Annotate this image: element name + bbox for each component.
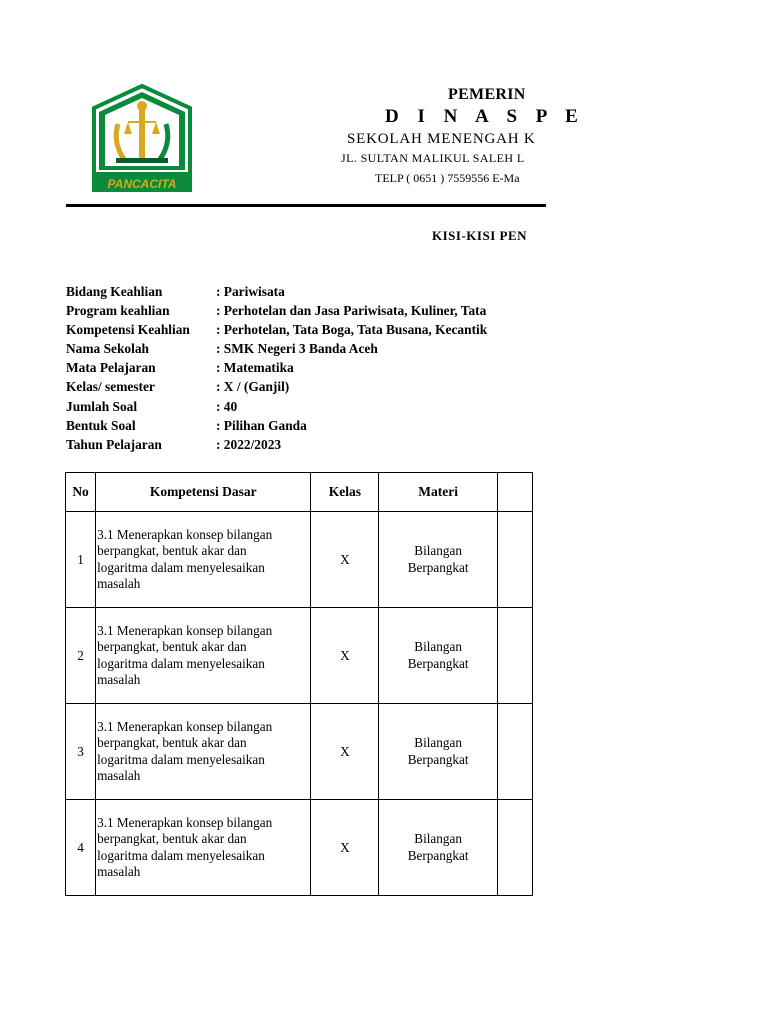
cell-materi [379,800,498,896]
kd-line: 3.1 Menerapkan konsep bilangan [97,622,273,638]
table-row [66,512,533,608]
cell-no: 4 [66,800,96,896]
info-label: Mata Pelajaran [66,360,156,376]
kd-line: 3.1 Menerapkan konsep bilangan [97,814,273,830]
column-header-kompetensi-dasar: Kompetensi Dasar [96,473,311,512]
materi-line: Bilangan [414,543,462,558]
document-title: KISI-KISI PEN [432,228,527,243]
info-label: Bentuk Soal [66,417,136,433]
materi-line: Bilangan [414,639,462,654]
cell-kompetensi-dasar [96,608,311,704]
materi-line: Berpangkat [407,559,469,575]
info-value: : SMK Negeri 3 Banda Aceh [216,341,378,357]
info-label: Program keahlian [66,303,170,319]
cell-kelas: X [311,704,379,800]
kd-line: berpangkat, bentuk akar dan [97,639,247,654]
cell-kompetensi-dasar [96,800,311,896]
materi-line: Berpangkat [407,655,469,671]
column-header-no: No [66,473,96,512]
cell-kompetensi-dasar [96,512,311,608]
info-value: : 2022/2023 [216,436,282,452]
info-value: : 40 [216,398,238,414]
kisi-kisi-table [65,472,533,896]
column-header-kelas: Kelas [311,473,379,512]
kd-line: masalah [97,768,141,783]
cell-kompetensi-dasar [96,704,311,800]
cell-kelas: X [311,608,379,704]
cell-extra [497,512,532,608]
info-label: Jumlah Soal [66,398,138,414]
cell-no: 2 [66,608,96,704]
materi-line: Bilangan [414,735,462,750]
cell-no: 3 [66,704,96,800]
cell-extra [497,704,532,800]
materi-line: Berpangkat [407,751,469,767]
info-label: Nama Sekolah [66,341,149,357]
header-divider [66,204,546,207]
kd-line: logaritma dalam menyelesaikan [97,655,265,671]
kd-line: masalah [97,576,141,591]
kd-line: berpangkat, bentuk akar dan [97,831,247,846]
cell-materi [379,512,498,608]
materi-line: Bilangan [414,831,462,846]
info-value: : Perhotelan dan Jasa Pariwisata, Kuliner, Tata [216,303,487,319]
table-row [66,704,533,800]
info-value: : Matematika [216,360,294,376]
cell-extra [497,608,532,704]
header-school: SEKOLAH MENENGAH K [347,131,536,147]
info-label: Tahun Pelajaran [66,436,162,452]
info-value: : Pariwisata [216,284,285,299]
header-address: JL. SULTAN MALIKUL SALEH L [341,151,525,165]
info-label: Kompetensi Keahlian [66,322,190,338]
logo-text: PANCACITA [107,177,177,191]
info-value: : Pilihan Ganda [216,417,307,433]
table-row [66,608,533,704]
table-row [66,800,533,896]
column-header-extra [497,473,532,512]
header-government: PEMERIN [448,86,526,103]
kd-line: 3.1 Menerapkan konsep bilangan [97,718,273,734]
kd-line: berpangkat, bentuk akar dan [97,735,247,750]
materi-line: Berpangkat [407,847,469,863]
cell-extra [497,800,532,896]
kd-line: logaritma dalam menyelesaikan [97,751,265,767]
kd-line: masalah [97,672,141,687]
kd-line: masalah [97,864,141,879]
kd-line: logaritma dalam menyelesaikan [97,847,265,863]
cell-kelas: X [311,512,379,608]
kd-line: logaritma dalam menyelesaikan [97,559,265,575]
header-contact: TELP ( 0651 ) 7559556 E-Ma [375,171,520,185]
info-value: : Perhotelan, Tata Boga, Tata Busana, Kecantik [216,322,488,338]
table-header-row [66,473,533,512]
cell-materi [379,704,498,800]
kd-line: 3.1 Menerapkan konsep bilangan [97,526,273,542]
cell-no: 1 [66,512,96,608]
info-label: Bidang Keahlian [66,284,163,299]
kd-line: berpangkat, bentuk akar dan [97,543,247,558]
pancacita-logo-icon [90,84,194,194]
header-agency: D I N A S P E [385,106,585,127]
cell-materi [379,608,498,704]
info-label: Kelas/ semester [66,379,155,395]
column-header-materi: Materi [379,473,498,512]
cell-kelas: X [311,800,379,896]
info-value: : X / (Ganjil) [216,379,290,395]
